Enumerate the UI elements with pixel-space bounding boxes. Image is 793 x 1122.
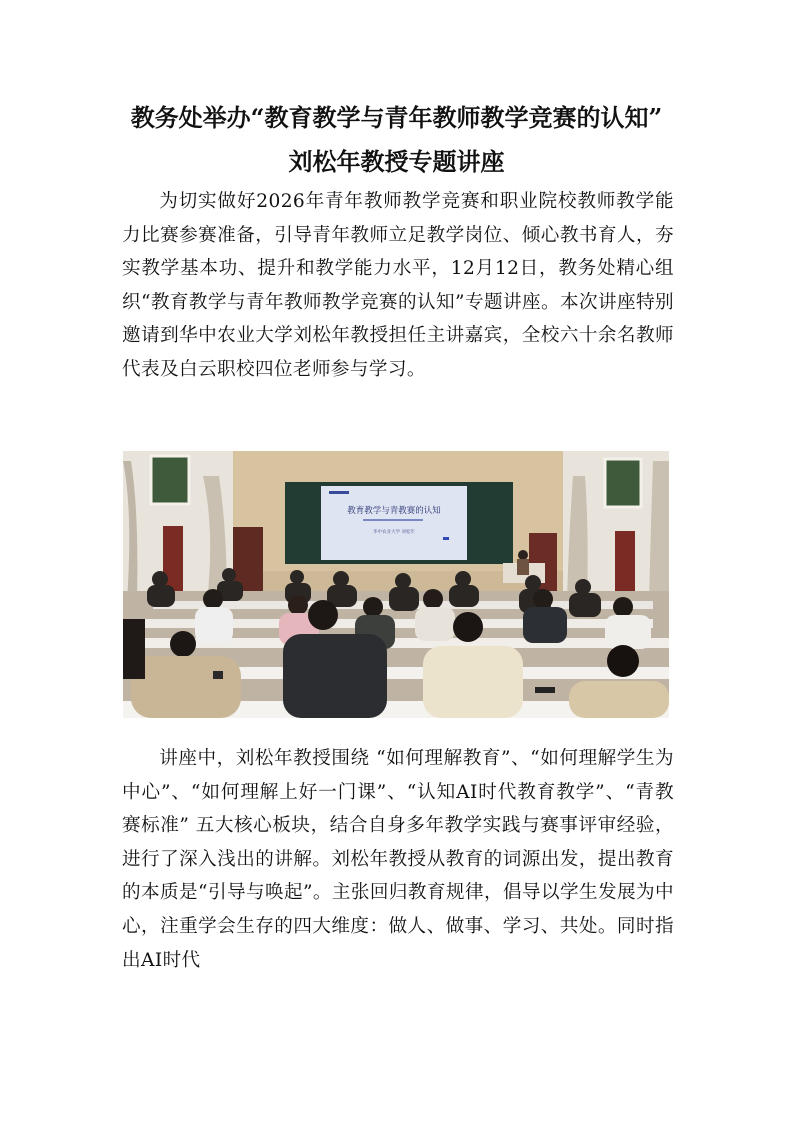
lecture-photo xyxy=(123,451,669,718)
paragraph-intro: 为切实做好2026年青年教师教学竞赛和职业院校教师教学能力比赛参赛准备，引导青年教师立足教学岗位、倾心教书育人，夯实教学基本功、提升和教学能力水平，12月12日，教务处精心组织“教育教学与青年教师教学竞赛的认知”专题讲座。本次讲座特别邀请到华中农业大学刘松年教授担任主讲嘉宾，全校六十余名教师代表及白云职校四位老师参与学习。 xyxy=(122,191,674,380)
page-title-line1: 教务处举办“教育教学与青年教师教学竞赛的认知” xyxy=(130,103,663,132)
slide-title-text: 教育教学与青教赛的认知 xyxy=(347,506,441,516)
page-title-line2: 刘松年教授专题讲座 xyxy=(288,147,505,176)
paragraph-body: 讲座中，刘松年教授围绕 “如何理解教育”、“如何理解学生为中心”、“如何理解上好一门课”、“认知AI时代教育教学”、“青教赛标准” 五大核心板块，结合自身多年教学实践与赛事评审经验，进行了深入浅出的讲解。刘松年教授从教育的词源出发，提出教育的本质是“引导与唤起”。主张回归教育规律，倡导以学生发展为中心，注重学会生存的四大维度：做人、做事、学习、共处。同时指出AI时代 xyxy=(122,748,674,971)
slide-subtitle-text: 华中农业大学 刘松年 xyxy=(373,530,415,535)
